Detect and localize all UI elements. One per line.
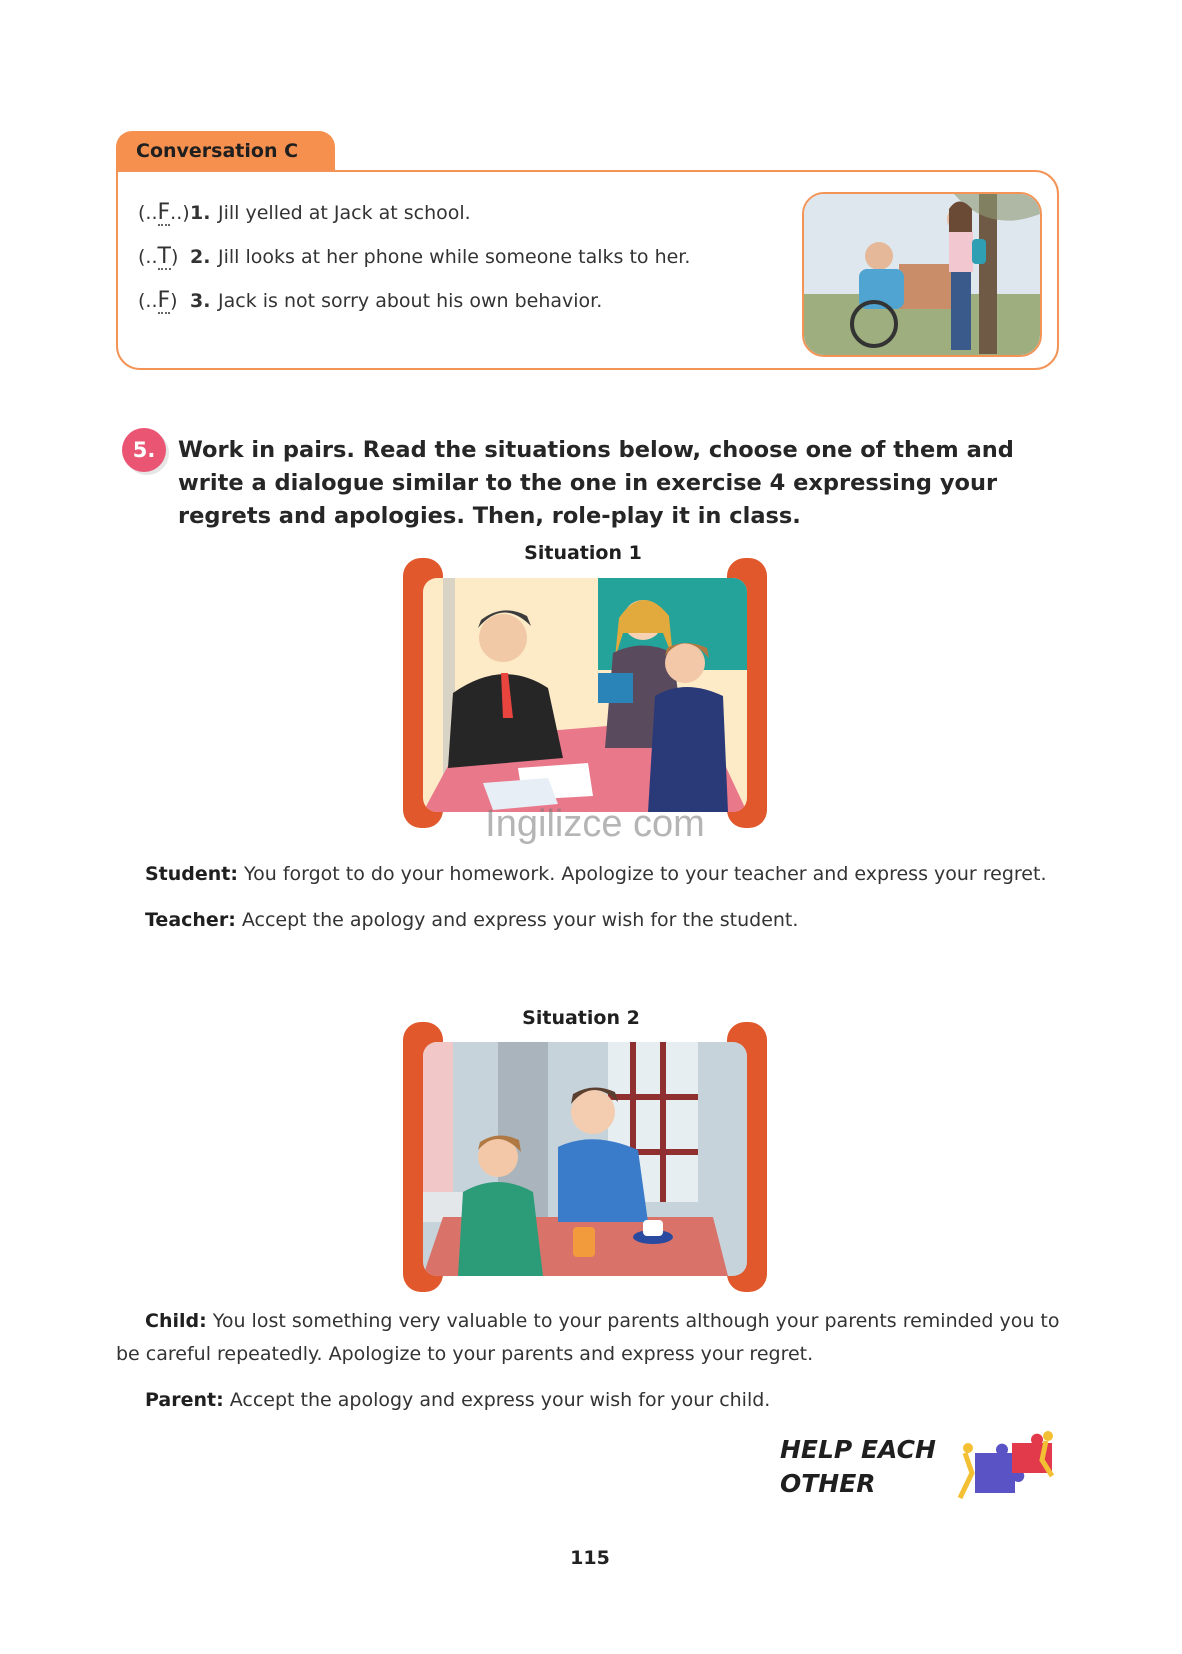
role-text: Accept the apology and express your wish for your child. <box>229 1389 771 1411</box>
role-text: You lost something very valuable to your parents although your parents reminded you to be careful repeatedly. Apologize to your parents and express your regret. <box>116 1310 1060 1365</box>
answer-slot[interactable]: (..F) <box>138 288 178 313</box>
tf-item <box>138 246 690 270</box>
exercise-number-badge: 5. <box>122 428 166 472</box>
role-text: Accept the apology and express your wish for the student. <box>241 909 799 931</box>
exercise-instruction: Work in pairs. Read the situations below, choose one of them and write a dialogue similar to the one in exercise 4 expressing your regrets and apologies. Then, role-play it in class. <box>178 437 1014 529</box>
situation2-illustration <box>403 1022 767 1292</box>
role-text: You forgot to do your homework. Apologize to your teacher and express your regret. <box>244 863 1047 885</box>
situation2-role-parent <box>145 1384 1065 1417</box>
help-label-line2: OTHER <box>780 1469 876 1498</box>
tf-item <box>138 290 602 314</box>
watermark-text: Ingilizce com <box>485 803 705 845</box>
conversation-tab: Conversation C <box>116 131 335 173</box>
help-each-other-label <box>780 1433 936 1501</box>
conversation-photo <box>802 192 1042 357</box>
item-number: 2. <box>190 246 211 268</box>
answer-slot[interactable]: (..T) <box>138 244 179 269</box>
situation1-illustration <box>403 558 767 828</box>
item-text: Jack is not sorry about his own behavior. <box>218 290 603 312</box>
role-label: Student: <box>145 863 238 885</box>
puzzle-people-icon <box>950 1428 1060 1503</box>
situation2-role-child <box>116 1305 1066 1371</box>
situation2-title: Situation 2 <box>522 1007 640 1029</box>
item-number: 1. <box>190 202 211 224</box>
item-text: Jill looks at her phone while someone talks to her. <box>218 246 691 268</box>
help-label-line1: HELP EACH <box>780 1435 936 1464</box>
item-number: 3. <box>190 290 211 312</box>
role-label: Child: <box>145 1310 207 1332</box>
situation1-title: Situation 1 <box>524 542 642 564</box>
role-label: Teacher: <box>145 909 236 931</box>
situation1-role-student <box>145 858 1065 891</box>
page-number: 115 <box>570 1547 610 1569</box>
tf-item <box>138 202 471 226</box>
situation1-role-teacher <box>145 904 1065 937</box>
answer-slot[interactable]: (..F..) <box>138 200 190 225</box>
item-text: Jill yelled at Jack at school. <box>218 202 471 224</box>
role-label: Parent: <box>145 1389 224 1411</box>
